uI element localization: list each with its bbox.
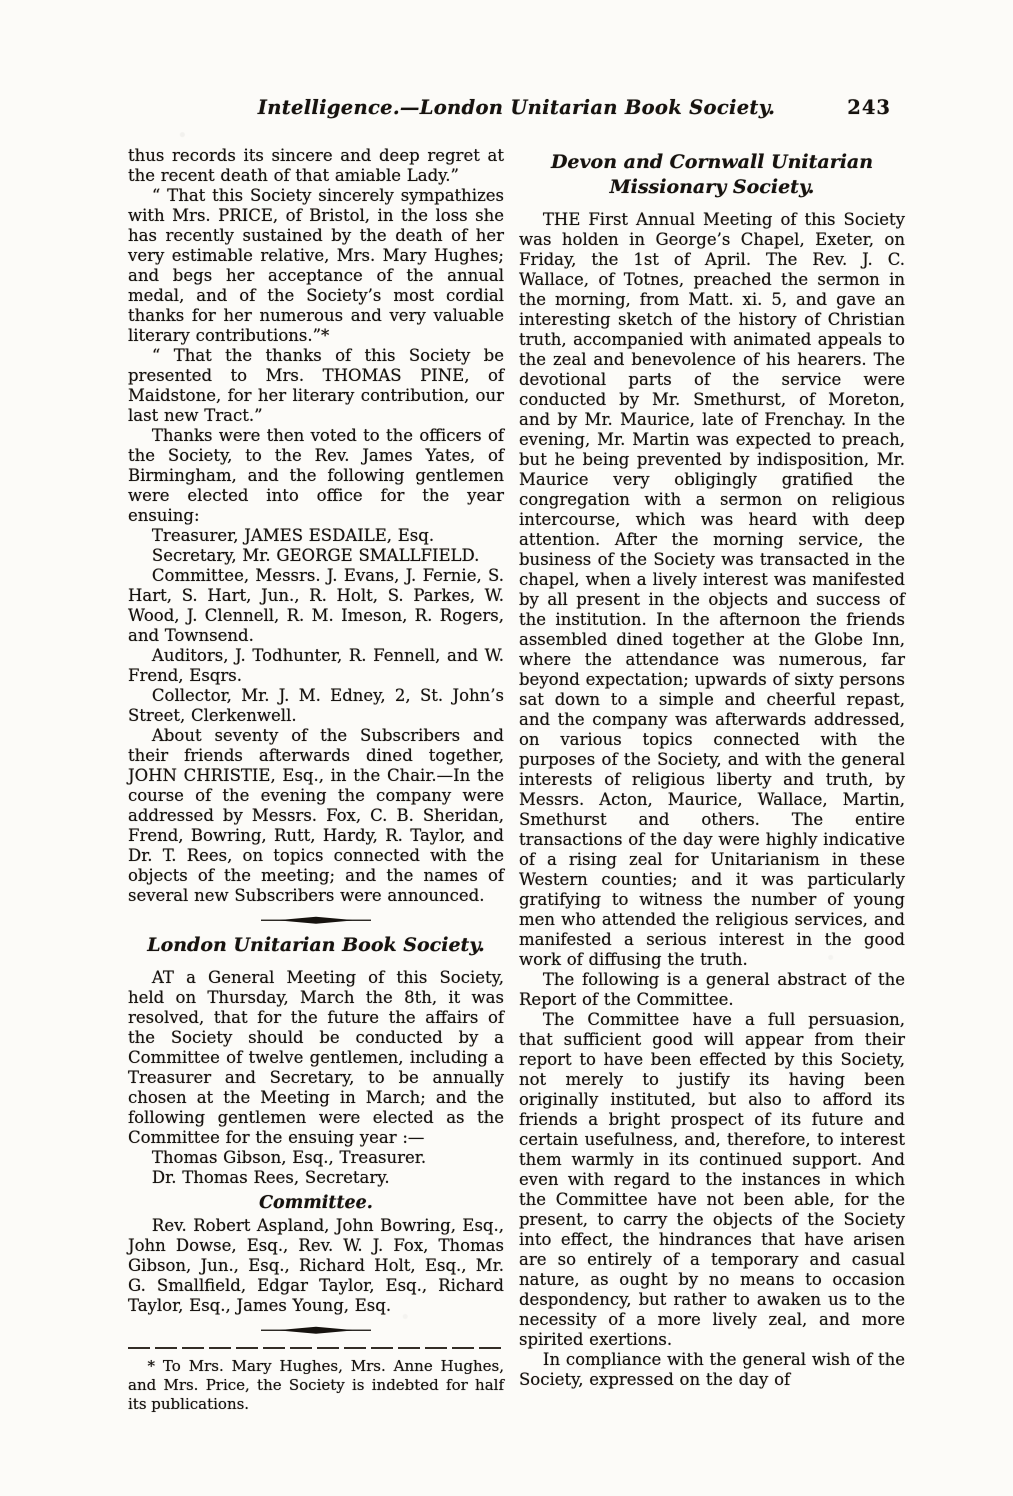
footnote: * To Mrs. Mary Hughes, Mrs. Anne Hughes, and Mrs. Price, the Society is indebted for half its publications. <box>128 1357 504 1413</box>
section-heading-devon-cornwall: Devon and Cornwall Unitarian Missionary Society. <box>550 151 874 198</box>
officer-line-rees-secretary: Dr. Thomas Rees, Secretary. <box>151 1168 390 1187</box>
paragraph-annual-meeting: THE First Annual Meeting of this Society was holden in George’s Chapel, Exeter, on Friday, the 1st of April. The Rev. J. C. Wallace, of Totnes, preached the sermon in the morning, from Matt. xi. 5, and gave an interesting sketch of the history of Christian truth, accompanied with animated appeals to the zeal and benevolence of his hearers. The devotional parts of the service were conducted by Mr. Smethurst, of Moreton, and by Mr. Maurice, late of Frenchay. In the evening, Mr. Martin was expected to preach, but he being prevented by indisposition, Mr. Maurice very obligingly gratified the congregation with a sermon on religious intercourse, which was heard with deep attention. After the morning service, the business of the Society was transacted in the chapel, when a lively interest was manifested by all present in the objects and success of the institution. In the afternoon the friends assembled dined together at the Globe Inn, where the attendance was numerous, far beyond expectation; upwards of sixty persons sat down to a simple and cheerful repast, and the company was afterwards addressed, on various topics connected with the purposes of the Society, and with the general interests of religious liberty and truth, by Messrs. Acton, Maurice, Wallace, Martin, Smethurst and others. The entire transactions of the day were highly indicative of a rising zeal for Unitarianism in these Western counties; and it was particularly gratifying to witness the number of young men who attended the religious services, and manifested a serious interest in the good work of diffusing the truth. <box>519 210 905 969</box>
footnote-separator <box>128 1347 504 1349</box>
officer-line-secretary: Secretary, Mr. GEORGE SMALLFIELD. <box>151 546 480 565</box>
paragraph-dinner: About seventy of the Subscribers and their friends afterwards dined together, JOHN CHRISTIE, Esq., in the Chair.—In the course of the evening the company were addressed by Messrs. Fox, C. B. Sheridan, Frend, Bowring, Rutt, Hardy, R. Taylor, and Dr. T. Rees, on topics connected with the objects of the meeting; and the names of several new Subscribers were announced. <box>128 726 504 905</box>
running-header <box>128 96 905 120</box>
paragraph-in-compliance: In compliance with the general wish of the Society, expressed on the day of <box>519 1350 905 1389</box>
paragraph-committee-persuasion: The Committee have a full persuasion, that sufficient good will appear from their report to have been effected by this Society, not merely to justify its having been originally instituted, but also to afford its friends a bright prospect of its future and certain usefulness, and, therefore, to interest them warmly in its continued support. And even with regard to the instances in which the Committee have not been able, for the present, to carry the objects of the Society into effect, the hindrances that have arisen are so entirely of a temporary and casual nature, as ought by no means to occasion despondency, but rather to awaken us to the necessity of a more lively zeal, and more spirited exertions. <box>519 1010 905 1349</box>
paragraph-general-meeting: AT a General Meeting of this Society, held on Thursday, March the 8th, it was resolved, that for the future the affairs of the Society should be conducted by a Committee of twelve gentlemen, including a Treasurer and Secretary, to be annually chosen at the Meeting in March; and the following gentlemen were elected as the Committee for the ensuing year :— <box>128 968 504 1147</box>
officer-line-collector: Collector, Mr. J. M. Edney, 2, St. John’s Street, Clerkenwell. <box>128 686 504 725</box>
tapered-rule-icon <box>261 916 371 925</box>
section-heading-london-unitarian-book-society: London Unitarian Book Society. <box>147 934 485 956</box>
officer-line-auditors: Auditors, J. Todhunter, R. Fennell, and W. Frend, Esqrs. <box>128 646 504 685</box>
paragraph-following-abstract: The following is a general abstract of the Report of the Committee. <box>519 970 905 1009</box>
paragraph-resolution-price: “ That this Society sincerely sympathizes with Mrs. PRICE, of Bristol, in the loss she has recently sustained by the death of her very estimable relative, Mrs. Mary Hughes; and begs her acceptance of the annual medal, and of the Society’s most cordial thanks for her numerous and very valuable literary contributions.”* <box>128 186 504 345</box>
committee-heading: Committee. <box>259 1193 373 1213</box>
right-column <box>519 146 905 1414</box>
officer-line-treasurer: Treasurer, JAMES ESDAILE, Esq. <box>151 526 435 545</box>
officer-line-gibson-treasurer: Thomas Gibson, Esq., Treasurer. <box>151 1148 427 1167</box>
paragraph-committee-members: Rev. Robert Aspland, John Bowring, Esq., John Dowse, Esq., Rev. W. J. Fox, Thomas Gibson, Jun., Esq., Richard Holt, Esq., Mr. G. Smallfield, Edgar Taylor, Esq., Richard Taylor, Esq., James Young, Esq. <box>128 1216 504 1315</box>
section-divider-ornament <box>128 916 504 925</box>
paragraph-thanks-voted: Thanks were then voted to the officers of the Society, to the Rev. James Yates, of Birmingham, and the following gentlemen were elected into office for the year ensuing: <box>128 426 504 525</box>
section-divider-ornament <box>128 1326 504 1335</box>
officer-line-committee: Committee, Messrs. J. Evans, J. Fernie, S. Hart, S. Hart, Jun., R. Holt, S. Parkes, W. Wood, J. Clennell, R. M. Imeson, R. Rogers, and Townsend. <box>128 566 504 645</box>
left-column <box>128 146 504 1414</box>
paragraph-continuation: thus records its sincere and deep regret at the recent death of that amiable Lady.” <box>128 146 504 185</box>
paragraph-resolution-pine: “ That the thanks of this Society be presented to Mrs. THOMAS PINE, of Maidstone, for her literary contribution, our last new Tract.” <box>128 346 504 425</box>
page-number: 243 <box>847 96 891 119</box>
text-columns <box>128 146 905 1414</box>
running-header-title: Intelligence.—London Unitarian Book Society. <box>257 96 776 119</box>
tapered-rule-icon <box>261 1326 371 1335</box>
